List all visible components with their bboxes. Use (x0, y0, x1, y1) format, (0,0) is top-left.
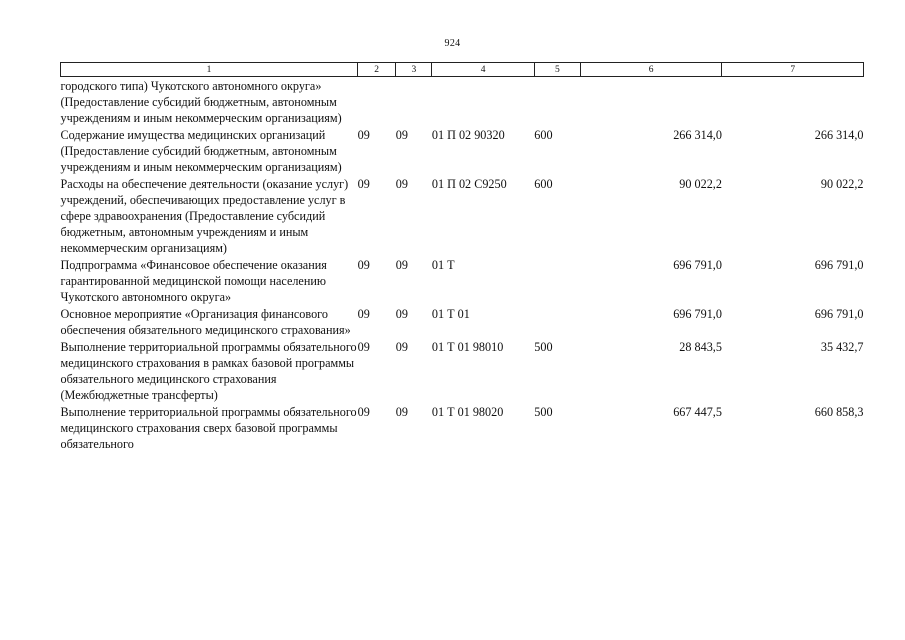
header-cell: 7 (722, 63, 864, 77)
amount-year-2: 696 791,0 (814, 307, 864, 321)
amount-year-2: 696 791,0 (814, 258, 864, 272)
expense-type-code: 600 (534, 128, 553, 142)
amount-year-2: 35 432,7 (820, 340, 864, 354)
budget-table (60, 62, 864, 452)
table-row (61, 338, 864, 403)
amount-year-1: 667 447,5 (673, 405, 722, 419)
target-article-code: 01 П 02 С9250 (431, 177, 507, 191)
target-article-code: 01 Т 01 98020 (431, 405, 504, 419)
item-name: городского типа) Чукотского автономного округа» (Предоставление субсидий бюджетным, автономным учреждениям и иным некоммерческим организациям) (60, 79, 342, 125)
subsection-code: 09 (395, 177, 408, 191)
expense-type-code: 600 (534, 177, 553, 191)
page-number: 924 (444, 38, 461, 49)
amount-year-1: 266 314,0 (673, 128, 722, 142)
header-cell: 5 (534, 63, 580, 77)
subsection-code: 09 (395, 128, 408, 142)
target-article-code: 01 Т 01 98010 (431, 340, 504, 354)
section-code (358, 77, 396, 127)
subsection-code: 09 (395, 258, 408, 272)
expense-type-code (534, 256, 580, 305)
item-name: Подпрограмма «Финансовое обеспечение оказания гарантированной медицинской помощи населению Чукотского автономного округа» (60, 258, 327, 304)
subsection-code: 09 (395, 340, 408, 354)
target-article-code: 01 П 02 90320 (431, 128, 505, 142)
item-name: Расходы на обеспечение деятельности (оказание услуг) учреждений, обеспечивающих предоставление услуг в сфере здравоохранения (Предоставление субсидий бюджетным, автономным учреждениям и иным некоммерческим организациям) (60, 177, 349, 255)
section-code: 09 (357, 340, 370, 354)
item-name: Выполнение территориальной программы обязательного медицинского страхования в рамках базовой программы обязательного медицинского страхования (Межбюджетные трансферты) (60, 340, 357, 402)
table-row (61, 256, 864, 305)
header-row (61, 63, 864, 77)
section-code: 09 (357, 405, 370, 419)
table-row (61, 305, 864, 338)
subsection-code (396, 77, 432, 127)
subsection-code: 09 (395, 405, 408, 419)
table-row (61, 175, 864, 256)
section-code: 09 (357, 307, 370, 321)
header-cell: 3 (396, 63, 432, 77)
header-cell: 1 (61, 63, 358, 77)
subsection-code: 09 (395, 307, 408, 321)
header-cell: 4 (432, 63, 534, 77)
item-name: Содержание имущества медицинских организаций (Предоставление субсидий бюджетным, автономным учреждениям и иным некоммерческим организациям) (60, 128, 342, 174)
target-article-code: 01 Т 01 (431, 307, 470, 321)
amount-year-1: 90 022,2 (679, 177, 722, 191)
table-row (61, 126, 864, 175)
amount-year-1: 696 791,0 (673, 258, 722, 272)
section-code: 09 (357, 177, 370, 191)
amount-year-2: 90 022,2 (820, 177, 864, 191)
target-article-code (432, 77, 534, 127)
amount-year-1: 28 843,5 (679, 340, 722, 354)
table-row (61, 77, 864, 127)
section-code: 09 (357, 258, 370, 272)
amount-year-2: 266 314,0 (814, 128, 864, 142)
table-row (61, 403, 864, 452)
expense-type-code: 500 (534, 405, 553, 419)
section-code: 09 (357, 128, 370, 142)
amount-year-2: 660 858,3 (814, 405, 864, 419)
item-name: Основное мероприятие «Организация финансового обеспечения обязательного медицинского страхования» (60, 307, 351, 337)
expense-type-code (534, 77, 580, 127)
header-cell: 6 (580, 63, 722, 77)
amount-year-1 (580, 77, 722, 127)
target-article-code: 01 Т (431, 258, 455, 272)
expense-type-code (534, 305, 580, 338)
item-name: Выполнение территориальной программы обязательного медицинского страхования сверх базовой программы обязательного (60, 405, 357, 451)
amount-year-2 (722, 77, 864, 127)
expense-type-code: 500 (534, 340, 553, 354)
header-cell: 2 (358, 63, 396, 77)
amount-year-1: 696 791,0 (673, 307, 722, 321)
